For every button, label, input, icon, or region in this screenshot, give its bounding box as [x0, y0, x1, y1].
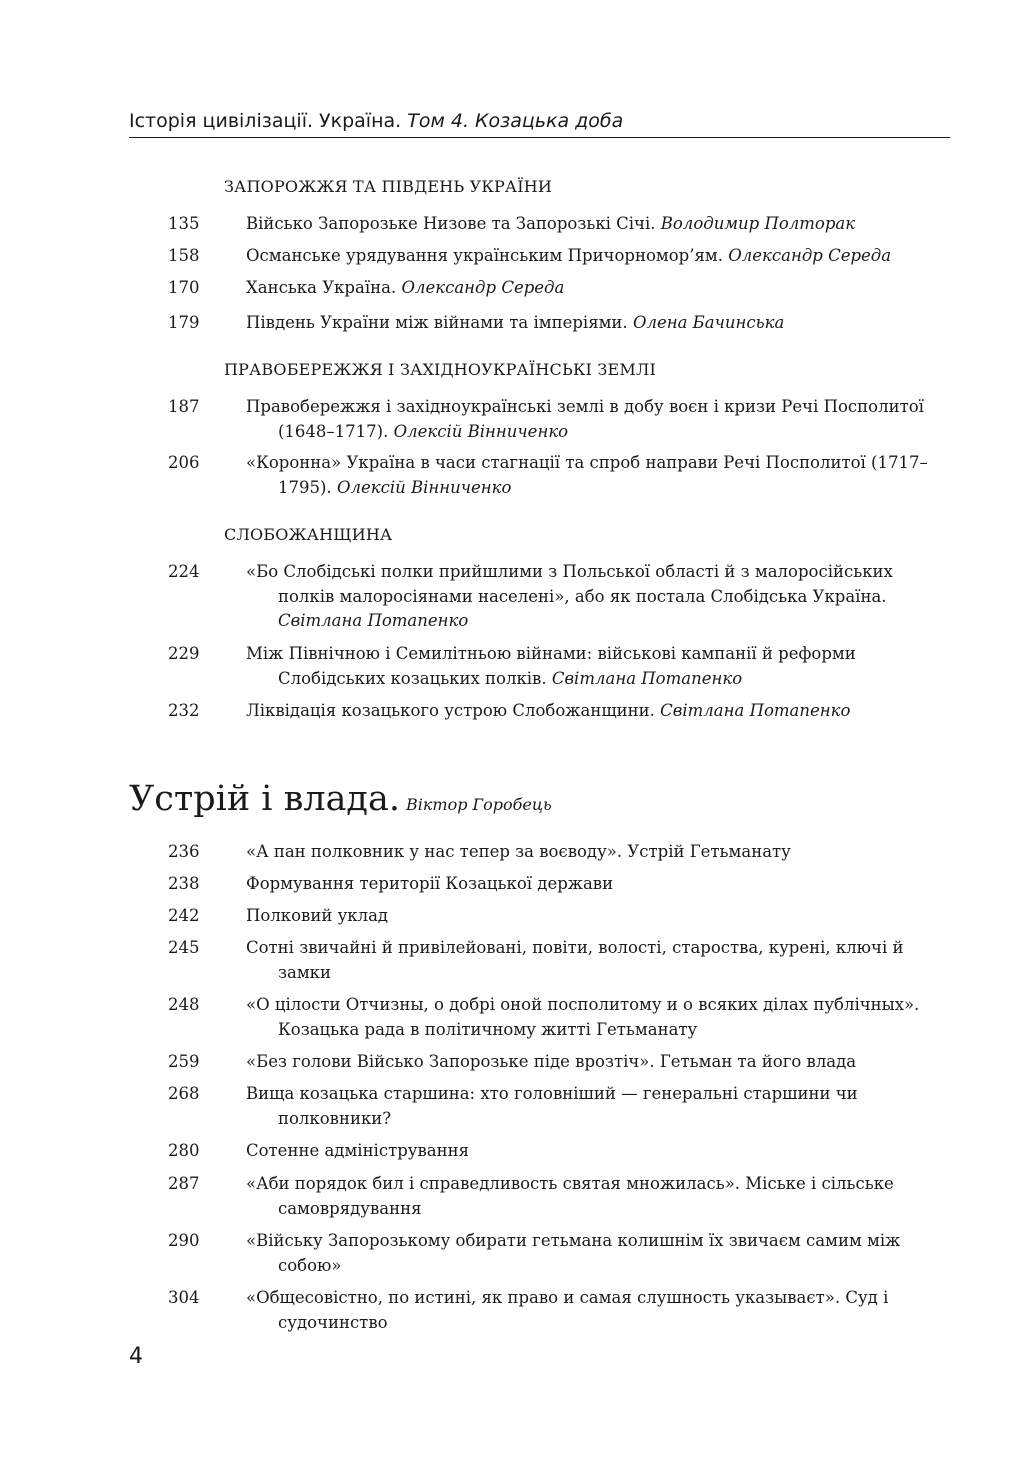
- part-title: [129, 777, 552, 821]
- running-head-title: Історія цивілізації. Україна.: [129, 110, 402, 132]
- entry-title: «Общесовістно, по истині, як право и самая слушность указываєт». Суд і судочинство: [246, 1288, 889, 1332]
- part-title-text: Устрій і влада.: [129, 779, 400, 819]
- entry-title: «Війську Запорозькому обирати гетьмана колишнім їх звичаєм самим між собою»: [246, 1231, 901, 1275]
- page-number: 187: [168, 397, 200, 416]
- entry-title: Вища козацька старшина: хто головніший — генеральні старшини чи полковники?: [246, 1084, 858, 1128]
- entry-author: Олександр Середа: [401, 278, 565, 297]
- toc-entry: [168, 1139, 948, 1164]
- page-number: 242: [168, 906, 200, 925]
- toc-entry: [168, 1172, 948, 1221]
- entry-title: «О цілости Отчизны, о добрі оной посполитому и о всяких ділах публічных». Козацька рада в політичному житті Гетьманату: [246, 995, 920, 1039]
- toc-entry: [168, 904, 948, 929]
- entry-author: Олексій Вінниченко: [393, 421, 569, 441]
- toc-entry: [168, 1229, 948, 1278]
- part-author: Віктор Горобець: [405, 795, 552, 814]
- running-head-volume: Том 4. Козацька доба: [407, 110, 624, 132]
- page-number: 229: [168, 644, 200, 663]
- entry-title: Ханська Україна.: [246, 278, 397, 297]
- entry-title: Військо Запорозьке Низове та Запорозькі Січі.: [246, 214, 656, 233]
- page-number: 259: [168, 1052, 200, 1071]
- entry-title: «Бо Слобідські полки прийшлими з Польської області й з малоросійських полків малоросіянами населені», або як постала Слобідська Україна.: [246, 562, 893, 606]
- page-number: 268: [168, 1084, 200, 1103]
- page-number: 224: [168, 562, 200, 581]
- page-number: 158: [168, 246, 200, 265]
- entry-author: Світлана Потапенко: [551, 668, 743, 688]
- entry-title: «Аби порядок бил і справедливость святая множилась». Міське і сільське самоврядування: [246, 1174, 894, 1218]
- section-heading-zaporozhzhia: ЗАПОРОЖЖЯ ТА ПІВДЕНЬ УКРАЇНИ: [224, 177, 553, 196]
- page-number: 179: [168, 313, 200, 332]
- entry-title: Між Північною і Семилітньою війнами: військові кампанії й реформи Слобідських козацьких полків.: [246, 644, 856, 688]
- page-number: 248: [168, 995, 200, 1014]
- page-number: 290: [168, 1231, 200, 1250]
- toc-entry: [168, 212, 948, 237]
- entry-title: Сотні звичайні й привілейовані, повіти, волості, староства, курені, ключі й замки: [246, 938, 904, 982]
- section-heading-slobozhanshchyna: СЛОБОЖАНЩИНА: [224, 525, 393, 544]
- page-number: 232: [168, 701, 200, 720]
- entry-title: Південь України між війнами та імперіями.: [246, 313, 628, 332]
- toc-entry: [168, 642, 948, 691]
- entry-title: Правобережжя і західноукраїнські землі в добу воєн і кризи Речі Посполитої (1648–1717).: [246, 397, 924, 441]
- section-heading-pravoberezhzhia: ПРАВОБЕРЕЖЖЯ І ЗАХІДНОУКРАЇНСЬКІ ЗЕМЛІ: [224, 360, 657, 379]
- toc-entry: [168, 451, 948, 500]
- toc-entry: [168, 1082, 948, 1131]
- entry-title: «Без голови Військо Запорозьке піде врозтіч». Гетьман та його влада: [246, 1052, 857, 1071]
- toc-entry: [168, 872, 948, 897]
- entry-title: Сотенне адміністрування: [246, 1141, 470, 1160]
- entry-title: Османське урядування українським Причорномор’ям.: [246, 246, 723, 265]
- toc-entry: [168, 936, 948, 985]
- toc-entry: [168, 560, 948, 634]
- entry-title: Ліквідація козацького устрою Слобожанщини.: [246, 701, 655, 720]
- page-number: 245: [168, 938, 200, 957]
- page-number: 236: [168, 842, 200, 861]
- page-number: 135: [168, 214, 200, 233]
- entry-title: Формування території Козацької держави: [246, 874, 614, 893]
- entry-author: Світлана Потапенко: [278, 611, 469, 630]
- running-head: [129, 108, 950, 138]
- entry-title: «А пан полковник у нас тепер за воєводу». Устрій Гетьманату: [246, 842, 791, 861]
- page-number: 304: [168, 1288, 200, 1307]
- entry-author: Олена Бачинська: [632, 313, 785, 332]
- toc-entry: [168, 244, 948, 269]
- toc-entry: [168, 276, 948, 301]
- entry-author: Світлана Потапенко: [660, 701, 851, 720]
- page-number: 238: [168, 874, 200, 893]
- entry-title: Полковий уклад: [246, 906, 389, 925]
- entry-author: Володимир Полторак: [660, 214, 856, 233]
- page-number: 206: [168, 453, 200, 472]
- toc-entry: [168, 395, 948, 444]
- entry-title: «Коронна» Україна в часи стагнації та спроб направи Речі Посполитої (1717–1795).: [246, 453, 928, 497]
- toc-entry: [168, 840, 948, 865]
- toc-entry: [168, 1286, 948, 1335]
- page-number: 280: [168, 1141, 200, 1160]
- page-number: 287: [168, 1174, 200, 1193]
- entry-author: Олександр Середа: [728, 246, 892, 265]
- entry-author: Олексій Вінниченко: [336, 477, 512, 497]
- toc-entry: [168, 1050, 948, 1075]
- page-number: 170: [168, 278, 200, 297]
- toc-entry: [168, 699, 948, 724]
- page-folio: 4: [129, 1344, 143, 1369]
- toc-entry: [168, 993, 948, 1042]
- toc-entry: [168, 311, 948, 336]
